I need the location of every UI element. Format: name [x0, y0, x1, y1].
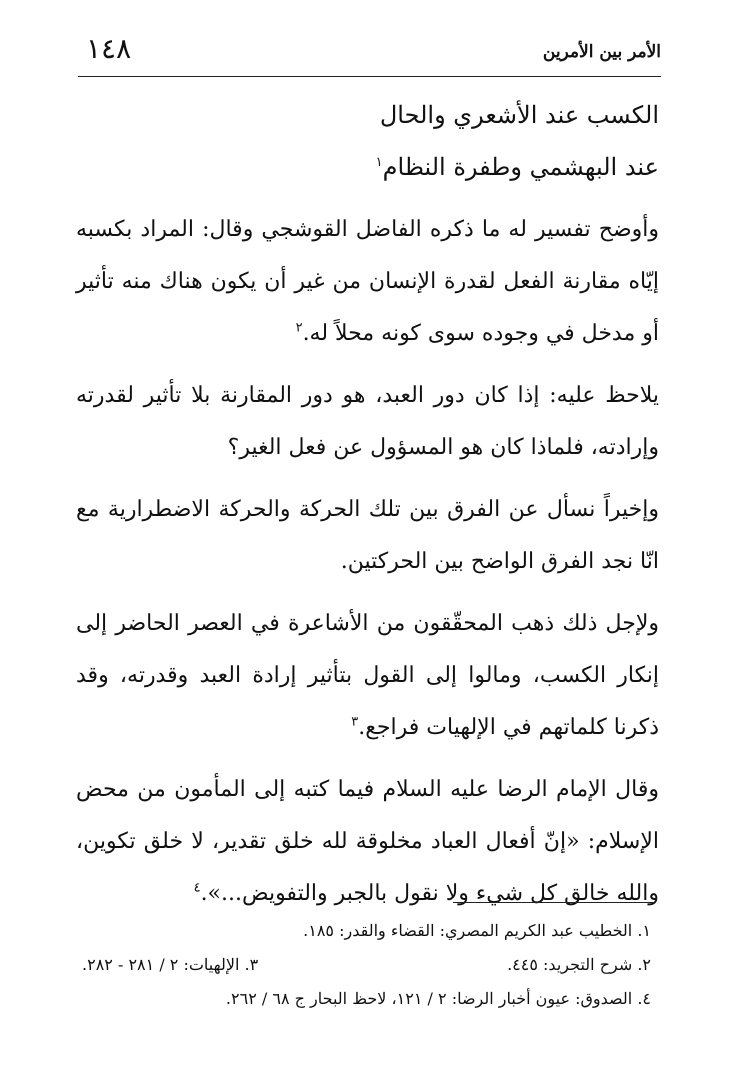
footnotes — [82, 914, 651, 1016]
page-header — [78, 28, 661, 77]
footnote-3: ٣. الإلهيات: ٢ / ٢٨١ - ٢٨٢. — [82, 955, 259, 974]
footnote-2: ٢. شرح التجريد: ٤٤٥. — [507, 955, 651, 974]
footnote-1: ١. الخطيب عبد الكريم المصري: القضاء والقدر: ١٨٥. — [303, 921, 651, 940]
footnote-4: ٤. الصدوق: عيون أخبار الرضا: ٢ / ١٢١، لاحظ البحار ج ٦٨ / ٢٦٢. — [225, 989, 651, 1008]
running-title: الأمر بين الأمرين — [542, 42, 661, 62]
footnote-ref: ٤ — [193, 880, 201, 896]
footnote-row — [82, 948, 651, 982]
paragraph: وأوضح تفسير له ما ذكره الفاضل القوشجي وقال: المراد بكسبه إيّاه مقارنة الفعل لقدرة الإنسان من غير أن يكون هناك منه تأثير أو مدخل في وجوده سوى كونه محلاً له.$^٢$ — [76, 217, 659, 346]
paragraph: يلاحظ عليه: إذا كان دور العبد، هو دور المقارنة بلا تأثير لقدرته وإرادته، فلماذا كان هو المسؤول عن فعل الغير؟ — [76, 383, 659, 460]
subheading-line-1: الكسب عند الأشعري والحال — [379, 101, 659, 129]
subheading-line-2: عند البهشمي وطفرة النظام$^١$ — [375, 153, 659, 181]
footnote-divider — [453, 902, 653, 903]
paragraph: وإخيراً نسأل عن الفرق بين تلك الحركة والحركة الاضطرارية مع انّا نجد الفرق الواضح بين الحركتين. — [76, 497, 659, 574]
page-number: ١٤٨ — [86, 32, 132, 65]
paragraph: وقال الإمام الرضا عليه السلام فيما كتبه إلى المأمون من محض الإسلام: «إنّ أفعال العباد مخلوقة لله خلق تقدير، لا خلق تكوين، والله خالق كل شيء ولا نقول بالجبر والتفويض...».$^٤$ — [76, 777, 659, 906]
main-text — [76, 96, 659, 920]
paragraph: ولإجل ذلك ذهب المحقّقون من الأشاعرة في العصر الحاضر إلى إنكار الكسب، ومالوا إلى القول بتأثير إرادة العبد وقدرته، وقد ذكرنا كلماتهم في الإلهيات فراجع.$^٣$ — [76, 611, 659, 740]
footnote-ref: ١ — [375, 155, 383, 170]
footnote-ref: ٣ — [351, 714, 359, 730]
footnote-ref: ٢ — [295, 320, 303, 336]
